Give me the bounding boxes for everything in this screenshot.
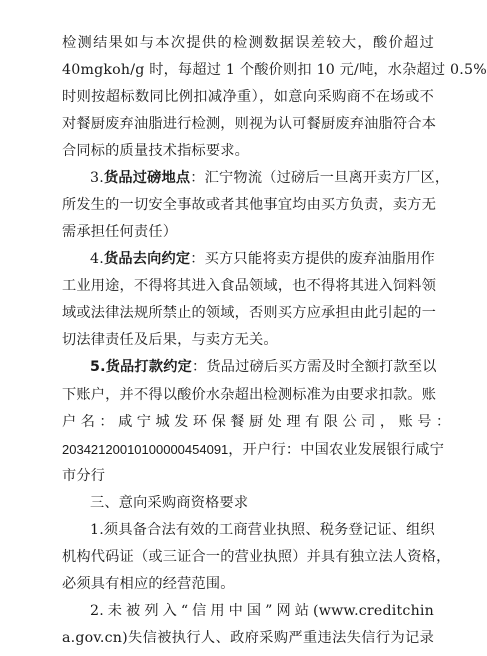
clause-heading: 5.货品打款约定: [90, 359, 192, 376]
paragraph-line: 户 名 ： 咸 宁 城 发 环 保 餐 厨 处 理 有 限 公 司 ， 账 号 ：: [62, 413, 451, 430]
clause-number: 4.: [90, 251, 104, 268]
clause-text: ：买方只能将卖方提供的废弃油脂用作: [190, 251, 435, 268]
clause-heading: 货品去向约定: [103, 251, 191, 268]
paragraph-line: 市分行: [62, 467, 106, 484]
account-number: 20342120010100000454091: [62, 441, 229, 457]
clause-5-first-line: [90, 354, 437, 381]
paragraph-line: 合同标的质量技术指标要求。: [62, 143, 250, 160]
paragraph-line: 所发生的一切安全事故或者其他事宜均由买方负责，卖方无: [62, 197, 437, 214]
paragraph-line: 检测结果如与本次提供的检测数据误差较大，酸价超过: [62, 35, 434, 51]
clause-text: ：货品过磅后买方需及时全额打款至以: [192, 359, 437, 376]
clause-text: ：汇宁物流（过磅后一旦离开卖方厂区，: [190, 170, 450, 187]
paragraph-line: 40mgkoh/g 时，每超过 1 个酸价则扣 10 元/吨，水杂超过 0.5%: [62, 62, 487, 79]
clause-3-first-line: [90, 165, 450, 192]
paragraph-line: 必须具有相应的经营范围。: [62, 575, 235, 592]
clause-number: 3.: [90, 170, 104, 187]
requirement-2-first-line: 2.未被列入“信用中国”网站(www.creditchin: [90, 602, 434, 619]
paragraph-line: 工业用途，不得将其进入食品领域，也不得将其进入饲料领: [62, 278, 437, 295]
clause-heading: 货品过磅地点: [103, 170, 191, 187]
paragraph-line: 时则按超标数同比例扣减净重），如意向采购商不在场或不: [62, 89, 434, 106]
clause-4-first-line: [90, 246, 434, 273]
paragraph-line: 切法律责任及后果，与卖方无关。: [62, 332, 278, 349]
requirement-1-first-line: 1.须具备合法有效的工商营业执照、税务登记证、组织: [90, 521, 435, 538]
account-line: [62, 436, 445, 463]
paragraph-line: a.gov.cn)失信被执行人、政府采购严重违法失信行为记录: [62, 629, 434, 646]
paragraph-line: 域或法律法规所禁止的领域，否则买方应承担由此引起的一: [62, 305, 437, 322]
bank-text: ，开户行：中国农业发展银行咸宁: [228, 441, 445, 458]
paragraph-line: 对餐厨废弃油脂进行检测，则视为认可餐厨废弃油脂符合本: [62, 116, 437, 133]
paragraph-line: 下账户，并不得以酸价水杂超出检测标准为由要求扣款。账: [62, 386, 437, 403]
paragraph-line: 需承担任何责任）: [62, 224, 178, 241]
paragraph-line: 机构代码证（或三证合一的营业执照）并具有独立法人资格，: [62, 548, 451, 565]
section-heading: 三、意向采购商资格要求: [90, 494, 249, 511]
